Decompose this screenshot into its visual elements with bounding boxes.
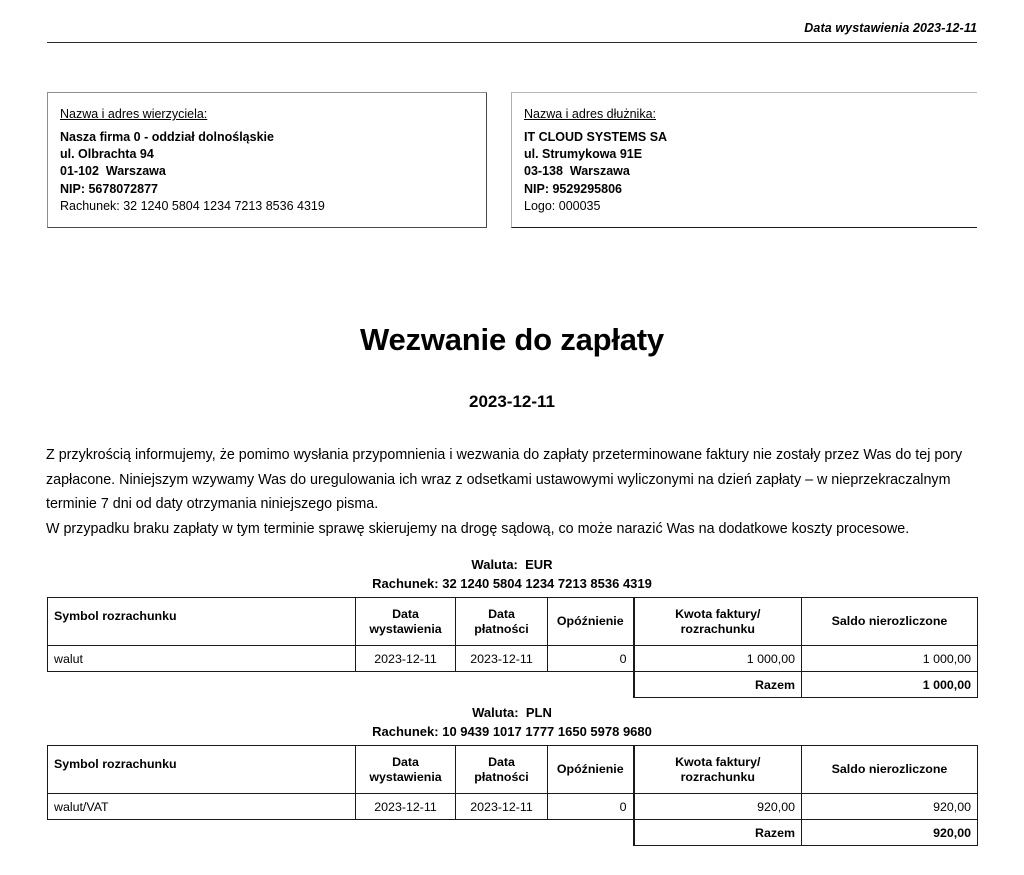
total-spacer bbox=[548, 672, 634, 698]
creditor-city: 01-102 Warszawa bbox=[60, 164, 166, 179]
col-balance: Saldo nierozliczone bbox=[802, 598, 978, 646]
cell-issue-date: 2023-12-11 bbox=[356, 794, 456, 820]
debtor-logo: Logo: 000035 bbox=[524, 198, 601, 213]
settlement-section-pln bbox=[47, 704, 977, 846]
col-delay: Opóźnienie bbox=[548, 746, 634, 794]
document-header bbox=[47, 20, 977, 43]
total-spacer bbox=[456, 820, 548, 846]
cell-delay: 0 bbox=[548, 646, 634, 672]
currency-value-pln: PLN bbox=[525, 705, 552, 720]
creditor-street: ul. Olbrachta 94 bbox=[60, 147, 154, 162]
debtor-label: Nazwa i adres dłużnika: bbox=[524, 107, 657, 121]
total-spacer bbox=[456, 672, 548, 698]
total-spacer bbox=[48, 672, 356, 698]
col-amount: Kwota faktury/ rozrachunku bbox=[634, 598, 802, 646]
currency-line-eur bbox=[47, 556, 977, 575]
table-header-row bbox=[48, 598, 978, 646]
table-row bbox=[48, 794, 978, 820]
col-issue-date: Data wystawienia bbox=[356, 746, 456, 794]
cell-issue-date: 2023-12-11 bbox=[356, 646, 456, 672]
currency-label-pln: Waluta: bbox=[472, 705, 519, 720]
total-value: 920,00 bbox=[802, 820, 978, 846]
currency-caption-pln bbox=[47, 704, 977, 741]
col-issue-date: Data wystawienia bbox=[356, 598, 456, 646]
total-label: Razem bbox=[634, 820, 802, 846]
cell-due-date: 2023-12-11 bbox=[456, 794, 548, 820]
col-due-date: Data płatności bbox=[456, 598, 548, 646]
total-value: 1 000,00 bbox=[802, 672, 978, 698]
settlement-table-pln bbox=[47, 745, 978, 846]
settlement-section-eur bbox=[47, 556, 977, 698]
currency-label-eur: Waluta: bbox=[471, 557, 518, 572]
total-spacer bbox=[48, 820, 356, 846]
account-value-eur: 32 1240 5804 1234 7213 8536 4319 bbox=[442, 575, 652, 591]
body-paragraph-2: W przypadku braku zapłaty w tym terminie sprawę skierujemy na drogę sądową, co może narazić Was na dodatkowe koszty procesowe. bbox=[46, 520, 910, 537]
col-due-date: Data płatności bbox=[456, 746, 548, 794]
header-divider bbox=[47, 42, 977, 43]
debtor-street: ul. Strumykowa 91E bbox=[524, 147, 643, 162]
creditor-nip: NIP: 5678072877 bbox=[60, 181, 158, 196]
cell-amount: 1 000,00 bbox=[634, 646, 802, 672]
currency-line-pln bbox=[47, 704, 977, 723]
parties-section bbox=[47, 92, 977, 228]
table-total-row bbox=[48, 672, 978, 698]
document-date: 2023-12-11 bbox=[468, 392, 556, 411]
cell-amount: 920,00 bbox=[634, 794, 802, 820]
cell-symbol: walut bbox=[48, 646, 356, 672]
col-delay: Opóźnienie bbox=[548, 598, 634, 646]
cell-due-date: 2023-12-11 bbox=[456, 646, 548, 672]
total-spacer bbox=[356, 820, 456, 846]
body-paragraph-1: Z przykrością informujemy, że pomimo wysłania przypomnienia i wezwania do zapłaty przeterminowane faktury nie zostały przez Was do tej pory zapłacone. Niniejszym wzywamy Was do uregulowania ich wraz z odsetkami ustawowymi wyliczonymi na dzień zapłaty – w nieprzekraczalnym terminie 7 dni od daty otrzymania niniejszego pisma. bbox=[46, 447, 963, 512]
table-header-row bbox=[48, 746, 978, 794]
total-label: Razem bbox=[634, 672, 802, 698]
cell-balance: 1 000,00 bbox=[802, 646, 978, 672]
cell-symbol: walut/VAT bbox=[48, 794, 356, 820]
currency-caption-eur bbox=[47, 556, 977, 593]
issue-date-header: Data wystawienia 2023-12-11 bbox=[804, 21, 977, 35]
currency-value-eur: EUR bbox=[525, 557, 553, 572]
total-spacer bbox=[356, 672, 456, 698]
page-title: Wezwanie do zapłaty bbox=[360, 322, 664, 357]
col-symbol: Symbol rozrachunku bbox=[48, 598, 356, 646]
creditor-name: Nasza firma 0 - oddział dolnośląskie bbox=[60, 130, 274, 144]
account-line-pln bbox=[47, 723, 977, 742]
debtor-city: 03-138 Warszawa bbox=[524, 164, 630, 179]
settlement-table-eur bbox=[47, 597, 978, 698]
creditor-box bbox=[47, 92, 487, 228]
total-spacer bbox=[548, 820, 634, 846]
table-row bbox=[48, 646, 978, 672]
cell-balance: 920,00 bbox=[802, 794, 978, 820]
account-label-eur: Rachunek: bbox=[372, 575, 439, 591]
account-value-pln: 10 9439 1017 1777 1650 5978 9680 bbox=[442, 723, 652, 739]
col-balance: Saldo nierozliczone bbox=[802, 746, 978, 794]
col-symbol: Symbol rozrachunku bbox=[48, 746, 356, 794]
cell-delay: 0 bbox=[548, 794, 634, 820]
account-label-pln: Rachunek: bbox=[372, 723, 439, 739]
debtor-name: IT CLOUD SYSTEMS SA bbox=[524, 130, 668, 144]
creditor-account: Rachunek: 32 1240 5804 1234 7213 8536 4319 bbox=[60, 198, 325, 213]
col-amount: Kwota faktury/ rozrachunku bbox=[634, 746, 802, 794]
account-line-eur bbox=[47, 575, 977, 594]
debtor-box bbox=[511, 92, 977, 228]
debtor-nip: NIP: 9529295806 bbox=[524, 181, 622, 196]
creditor-label: Nazwa i adres wierzyciela: bbox=[60, 107, 208, 121]
body-text bbox=[46, 443, 980, 541]
table-total-row bbox=[48, 820, 978, 846]
